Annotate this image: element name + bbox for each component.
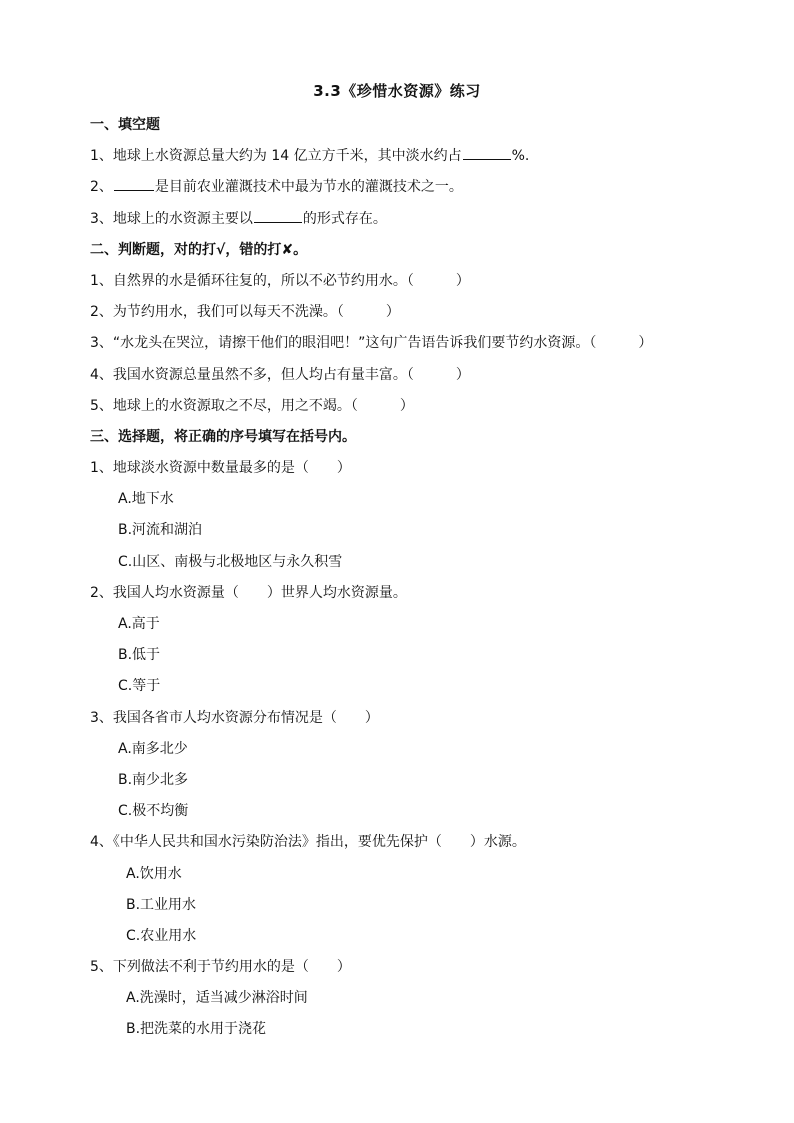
choice-question-5-option-b: B.把洗菜的水用于浇花 <box>126 1021 267 1038</box>
fill-question-1 <box>90 141 730 172</box>
choice-question-1-option-a: A.地下水 <box>118 491 174 508</box>
fill-question-3-text: 3、地球上的水资源主要以 <box>90 210 253 227</box>
choice-question-1-stem: 1、地球淡水资源中数量最多的是（ ） <box>90 460 351 477</box>
page-title: 3.3《珍惜水资源》练习 <box>313 82 481 100</box>
choice-question-4-stem: 4、《中华人民共和国水污染防治法》指出，要优先保护（ ）水源。 <box>90 834 526 851</box>
fill-question-2-number: 2、 <box>90 179 113 196</box>
judge-question-3: 3、“水龙头在哭泣，请擦干他们的眼泪吧！”这句广告语告诉我们要节约水资源。（ ） <box>90 335 653 352</box>
choice-question-2-option-b: B.低于 <box>118 647 161 664</box>
choice-question-3-option-a: A.南多北少 <box>118 740 188 757</box>
choice-question-5-option-a: A.洗澡时，适当减少淋浴时间 <box>126 990 308 1007</box>
fill-question-1-text: 1、地球上水资源总量大约为 14 亿立方千米，其中淡水约占 <box>90 148 462 165</box>
choice-question-2-option-a: A.高于 <box>118 616 160 632</box>
choice-question-3-stem: 3、我国各省市人均水资源分布情况是（ ） <box>90 709 379 726</box>
choice-question-2-stem: 2、我国人均水资源量（ ）世界人均水资源量。 <box>90 584 407 601</box>
answer-blank[interactable] <box>114 174 154 191</box>
choice-question-4-option-c: C.农业用水 <box>126 927 197 944</box>
fill-question-2-text: 是目前农业灌溉技术中最为节水的灌溉技术之一。 <box>154 179 463 196</box>
choice-question-4-option-a: A.饮用水 <box>126 865 182 882</box>
choice-question-1-option-b: B.河流和湖泊 <box>118 522 203 539</box>
section-heading-choice: 三、选择题，将正确的序号填写在括号内。 <box>90 428 356 445</box>
judge-question-4: 4、我国水资源总量虽然不多，但人均占有量丰富。（ ） <box>90 366 470 383</box>
fill-question-1-suffix: %. <box>511 148 530 165</box>
choice-question-5-stem: 5、下列做法不利于节约用水的是（ ） <box>90 959 351 976</box>
choice-question-3-option-c: C.极不均衡 <box>118 803 189 820</box>
choice-question-3-option-b: B.南少北多 <box>118 771 189 788</box>
judge-question-5: 5、地球上的水资源取之不尽，用之不竭。（ ） <box>90 397 414 414</box>
fill-question-3 <box>90 204 730 235</box>
choice-question-2-option-c: C.等于 <box>118 678 161 695</box>
fill-question-2 <box>90 172 730 203</box>
choice-question-1-option-c: C.山区、南极与北极地区与永久积雪 <box>118 553 343 570</box>
section-heading-judge: 二、判断题，对的打√，错的打✘。 <box>90 241 308 258</box>
choice-question-4-option-b: B.工业用水 <box>126 896 197 913</box>
answer-blank[interactable] <box>254 206 302 223</box>
section-heading-fill: 一、填空题 <box>90 117 160 133</box>
fill-question-3-suffix: 的形式存在。 <box>302 210 387 227</box>
judge-question-1: 1、自然界的水是循环往复的，所以不必节约用水。（ ） <box>90 272 470 289</box>
worksheet-content <box>90 110 730 1046</box>
answer-blank[interactable] <box>463 143 511 160</box>
judge-question-2: 2、为节约用水，我们可以每天不洗澡。（ ） <box>90 304 400 321</box>
